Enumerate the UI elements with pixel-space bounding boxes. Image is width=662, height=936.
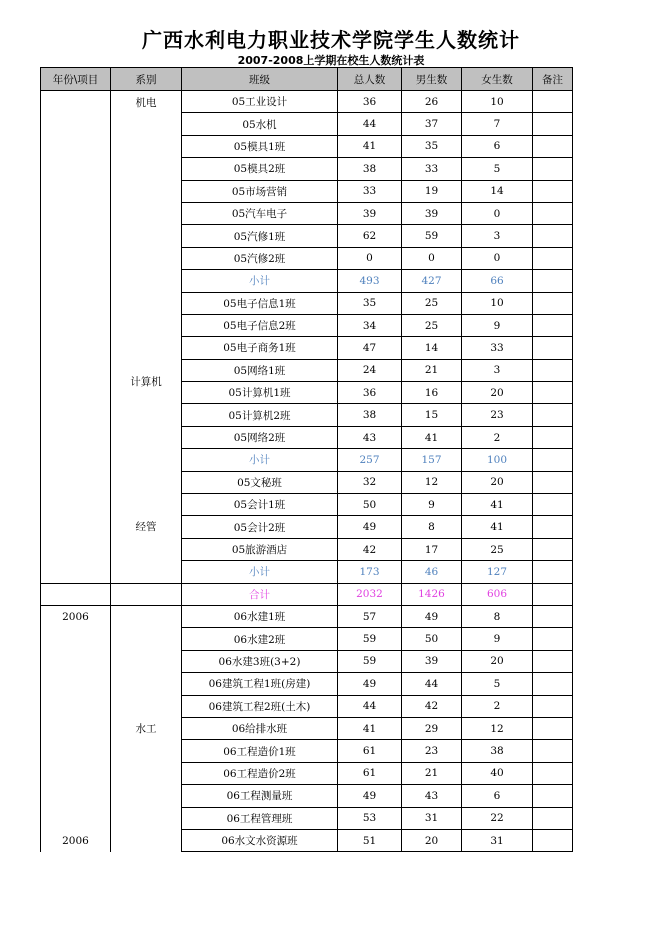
note-cell [533, 426, 573, 448]
total-cell: 36 [338, 382, 402, 404]
total-cell: 24 [338, 359, 402, 381]
class-cell: 05计算机2班 [182, 404, 338, 426]
class-cell: 05水机 [182, 113, 338, 135]
total-cell: 39 [338, 202, 402, 224]
class-cell: 05电子商务1班 [182, 337, 338, 359]
class-cell: 小计 [182, 270, 338, 292]
class-cell: 05市场营销 [182, 180, 338, 202]
total-cell: 47 [338, 337, 402, 359]
male-cell: 39 [402, 650, 462, 672]
female-cell: 10 [462, 91, 533, 113]
header-class: 班级 [182, 68, 338, 91]
female-cell: 23 [462, 404, 533, 426]
male-cell: 0 [402, 247, 462, 269]
total-cell: 41 [338, 135, 402, 157]
male-cell: 41 [402, 426, 462, 448]
total-cell: 43 [338, 426, 402, 448]
student-count-table [40, 67, 573, 852]
female-cell: 10 [462, 292, 533, 314]
female-cell: 20 [462, 471, 533, 493]
total-cell: 2032 [338, 583, 402, 605]
total-cell: 59 [338, 628, 402, 650]
total-cell: 50 [338, 494, 402, 516]
dept-cell [111, 583, 182, 605]
class-cell: 06水建3班(3+2) [182, 650, 338, 672]
total-cell: 51 [338, 829, 402, 851]
note-cell [533, 807, 573, 829]
class-cell: 05电子信息1班 [182, 292, 338, 314]
total-cell: 257 [338, 449, 402, 471]
note-cell [533, 135, 573, 157]
note-cell [533, 695, 573, 717]
male-cell: 59 [402, 225, 462, 247]
male-cell: 427 [402, 270, 462, 292]
note-cell [533, 583, 573, 605]
note-cell [533, 91, 573, 113]
class-cell: 06给排水班 [182, 717, 338, 739]
note-cell [533, 225, 573, 247]
note-cell [533, 202, 573, 224]
note-cell [533, 762, 573, 784]
dept-cell-shuigong: 水工 [111, 605, 182, 851]
table-row [41, 583, 573, 605]
female-cell: 3 [462, 225, 533, 247]
note-cell [533, 628, 573, 650]
total-cell: 62 [338, 225, 402, 247]
total-cell: 61 [338, 762, 402, 784]
total-cell: 57 [338, 605, 402, 627]
header-female: 女生数 [462, 68, 533, 91]
female-cell: 5 [462, 158, 533, 180]
total-cell: 38 [338, 404, 402, 426]
year-cell [41, 91, 111, 584]
class-cell: 05模具1班 [182, 135, 338, 157]
female-cell: 38 [462, 740, 533, 762]
total-cell: 36 [338, 91, 402, 113]
class-cell: 06工程测量班 [182, 785, 338, 807]
female-cell: 3 [462, 359, 533, 381]
total-cell: 49 [338, 785, 402, 807]
female-cell: 0 [462, 202, 533, 224]
class-cell: 05会计1班 [182, 494, 338, 516]
male-cell: 12 [402, 471, 462, 493]
note-cell [533, 717, 573, 739]
class-cell: 06建筑工程1班(房建) [182, 673, 338, 695]
female-cell: 606 [462, 583, 533, 605]
table-row [41, 471, 573, 493]
total-cell: 44 [338, 113, 402, 135]
class-cell: 05模具2班 [182, 158, 338, 180]
sheet-subtitle: 2007-2008上学期在校生人数统计表 [237, 54, 425, 67]
male-cell: 16 [402, 382, 462, 404]
header-note: 备注 [533, 68, 573, 91]
note-cell [533, 314, 573, 336]
male-cell: 31 [402, 807, 462, 829]
note-cell [533, 449, 573, 471]
male-cell: 1426 [402, 583, 462, 605]
note-cell [533, 785, 573, 807]
class-cell: 05文秘班 [182, 471, 338, 493]
total-cell: 35 [338, 292, 402, 314]
year-cell [41, 583, 111, 605]
header-dept: 系别 [111, 68, 182, 91]
table-row [41, 91, 573, 113]
male-cell: 29 [402, 717, 462, 739]
male-cell: 17 [402, 538, 462, 560]
male-cell: 8 [402, 516, 462, 538]
total-cell: 49 [338, 516, 402, 538]
female-cell: 127 [462, 561, 533, 583]
class-cell: 05网络2班 [182, 426, 338, 448]
total-cell: 173 [338, 561, 402, 583]
total-cell: 493 [338, 270, 402, 292]
class-cell: 05汽车电子 [182, 202, 338, 224]
total-cell: 49 [338, 673, 402, 695]
total-cell: 33 [338, 180, 402, 202]
female-cell: 66 [462, 270, 533, 292]
table-row [41, 605, 573, 627]
class-cell: 06水文水资源班 [182, 829, 338, 851]
note-cell [533, 247, 573, 269]
male-cell: 42 [402, 695, 462, 717]
female-cell: 8 [462, 605, 533, 627]
female-cell: 9 [462, 628, 533, 650]
total-cell: 59 [338, 650, 402, 672]
male-cell: 26 [402, 91, 462, 113]
male-cell: 21 [402, 762, 462, 784]
class-cell: 06工程造价1班 [182, 740, 338, 762]
class-cell: 合计 [182, 583, 338, 605]
class-cell: 小计 [182, 561, 338, 583]
male-cell: 33 [402, 158, 462, 180]
male-cell: 46 [402, 561, 462, 583]
male-cell: 19 [402, 180, 462, 202]
note-cell [533, 740, 573, 762]
note-cell [533, 650, 573, 672]
note-cell [533, 180, 573, 202]
female-cell: 25 [462, 538, 533, 560]
female-cell: 41 [462, 494, 533, 516]
female-cell: 41 [462, 516, 533, 538]
year-cell: 2006 [41, 605, 111, 627]
total-cell: 0 [338, 247, 402, 269]
male-cell: 14 [402, 337, 462, 359]
class-cell: 05网络1班 [182, 359, 338, 381]
note-cell [533, 829, 573, 851]
note-cell [533, 404, 573, 426]
total-cell: 61 [338, 740, 402, 762]
male-cell: 157 [402, 449, 462, 471]
dept-cell-jingguan: 经管 [111, 471, 182, 583]
note-cell [533, 516, 573, 538]
total-cell: 41 [338, 717, 402, 739]
female-cell: 6 [462, 785, 533, 807]
total-cell: 53 [338, 807, 402, 829]
sheet-title: 广西水利电力职业技术学院学生人数统计 [142, 28, 520, 52]
note-cell [533, 158, 573, 180]
male-cell: 15 [402, 404, 462, 426]
note-cell [533, 471, 573, 493]
note-cell [533, 494, 573, 516]
male-cell: 39 [402, 202, 462, 224]
female-cell: 2 [462, 695, 533, 717]
class-cell: 小计 [182, 449, 338, 471]
male-cell: 25 [402, 292, 462, 314]
male-cell: 49 [402, 605, 462, 627]
dept-cell-jisuanji: 计算机 [111, 292, 182, 471]
female-cell: 14 [462, 180, 533, 202]
female-cell: 2 [462, 426, 533, 448]
female-cell: 100 [462, 449, 533, 471]
note-cell [533, 561, 573, 583]
male-cell: 43 [402, 785, 462, 807]
class-cell: 05汽修1班 [182, 225, 338, 247]
dept-cell-jidian: 机电 [111, 91, 182, 293]
header-total: 总人数 [338, 68, 402, 91]
total-cell: 38 [338, 158, 402, 180]
male-cell: 44 [402, 673, 462, 695]
male-cell: 35 [402, 135, 462, 157]
female-cell: 7 [462, 113, 533, 135]
note-cell [533, 605, 573, 627]
female-cell: 9 [462, 314, 533, 336]
class-cell: 06工程管理班 [182, 807, 338, 829]
total-cell: 44 [338, 695, 402, 717]
total-cell: 42 [338, 538, 402, 560]
male-cell: 21 [402, 359, 462, 381]
class-cell: 06水建1班 [182, 605, 338, 627]
header-row [41, 68, 573, 91]
class-cell: 05会计2班 [182, 516, 338, 538]
female-cell: 12 [462, 717, 533, 739]
total-cell: 34 [338, 314, 402, 336]
female-cell: 5 [462, 673, 533, 695]
male-cell: 37 [402, 113, 462, 135]
female-cell: 31 [462, 829, 533, 851]
note-cell [533, 359, 573, 381]
female-cell: 40 [462, 762, 533, 784]
male-cell: 50 [402, 628, 462, 650]
class-cell: 05工业设计 [182, 91, 338, 113]
female-cell: 6 [462, 135, 533, 157]
class-cell: 06建筑工程2班(土木) [182, 695, 338, 717]
class-cell: 06水建2班 [182, 628, 338, 650]
note-cell [533, 292, 573, 314]
year-cell [41, 628, 111, 830]
total-cell: 32 [338, 471, 402, 493]
female-cell: 20 [462, 382, 533, 404]
note-cell [533, 270, 573, 292]
class-cell: 05电子信息2班 [182, 314, 338, 336]
male-cell: 25 [402, 314, 462, 336]
male-cell: 9 [402, 494, 462, 516]
year-cell: 2006 [41, 829, 111, 851]
male-cell: 23 [402, 740, 462, 762]
female-cell: 0 [462, 247, 533, 269]
table-row [41, 292, 573, 314]
class-cell: 05汽修2班 [182, 247, 338, 269]
female-cell: 33 [462, 337, 533, 359]
note-cell [533, 382, 573, 404]
header-male: 男生数 [402, 68, 462, 91]
note-cell [533, 337, 573, 359]
female-cell: 22 [462, 807, 533, 829]
note-cell [533, 113, 573, 135]
male-cell: 20 [402, 829, 462, 851]
class-cell: 05旅游酒店 [182, 538, 338, 560]
header-year: 年份\项目 [41, 68, 111, 91]
note-cell [533, 538, 573, 560]
note-cell [533, 673, 573, 695]
class-cell: 05计算机1班 [182, 382, 338, 404]
female-cell: 20 [462, 650, 533, 672]
class-cell: 06工程造价2班 [182, 762, 338, 784]
